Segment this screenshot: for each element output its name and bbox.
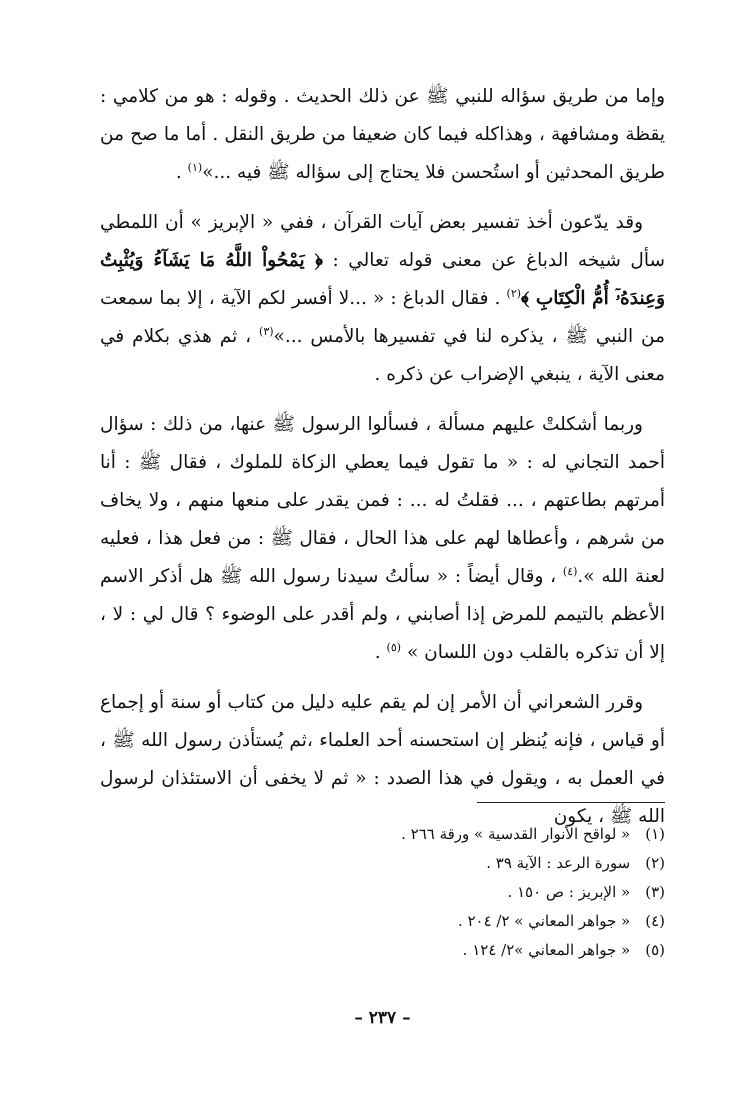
paragraph-1-text: وإما من طريق سؤاله للنبي ﷺ عن ذلك الحديث . وقوله : هو من كلامي : يقظة ومشافهة ، وهذاكله فيما كان ضعيفا من طريق النقل . أما ما صح من طريق المحدثين أو استُحسن فلا يحتاج إلى سؤاله ﷺ فيه ...» xyxy=(100,86,665,183)
document-page xyxy=(100,78,665,1057)
footnote-item xyxy=(100,878,665,907)
footnote-ref-2: (٢) xyxy=(506,286,522,300)
footnote-item xyxy=(100,907,665,936)
footnote-number: (٣) xyxy=(645,883,665,901)
footnote-item xyxy=(100,936,665,965)
footnote-text: سورة الرعد : الآية ٣٩ . xyxy=(486,854,631,872)
footnote-text: « لواقح الأنوار القدسية » ورقة ٢٦٦ . xyxy=(401,825,631,843)
page-number: – ٢٣٧ – xyxy=(354,1008,411,1028)
footnote-ref-4: (٤) xyxy=(562,564,578,578)
paragraph-3-tail: . xyxy=(374,642,387,663)
footnote-ref-1: (١) xyxy=(187,160,203,174)
paragraph-2-tail: ، ثم هذي بكلام في معنى الآية ، ينبغي الإضراب عن ذكره . xyxy=(100,326,665,385)
paragraph-4-text: وقرر الشعراني أن الأمر إن لم يقم عليه دليل من كتاب أو سنة أو إجماع أو قياس ، فإنه يُنظر إن استحسنه أحد العلماء ،ثم يُستأذن رسول الله ﷺ ، في العمل به ، ويقول في هذا الصدد : « ثم لا يخفى أن الاستئذان لرسول الله ﷺ ، يكون xyxy=(100,692,665,827)
footnote-number: (٤) xyxy=(645,912,665,930)
paragraph-1 xyxy=(100,78,665,192)
paragraph-2 xyxy=(100,204,665,394)
footnote-number: (٥) xyxy=(645,941,665,959)
paragraph-3 xyxy=(100,406,665,672)
footnotes-list xyxy=(100,820,665,965)
footnote-ref-5: (٥) xyxy=(386,640,402,654)
paragraph-3-text-1: وربما أشكلتْ عليهم مسألة ، فسألوا الرسول ﷺ عنها، من ذلك : سؤال أحمد التجاني له : « ما تقول فيما يعطي الزكاة للملوك ، فقال ﷺ : أنا أمرتهم بطاعتهم ، ... فقلتُ له ... : فمن يقدر على منعها منهم ، ولا يخاف من شرهم ، وأعطاها لهم على هذا الحال ، فقال ﷺ : من فعل هذا ، فعليه لعنة الله ». xyxy=(100,414,665,587)
paragraph-2-middle: . فقال الدباغ : « ...لا أفسر لكم الآية ، إلا بما سمعت من النبي ﷺ ، يذكره لنا في تفسيرها بالأمس ...» xyxy=(100,288,665,347)
paragraph-1-tail: . xyxy=(175,162,188,183)
footnote-ref-3: (٣) xyxy=(259,324,274,338)
footnote-number: (١) xyxy=(645,825,665,843)
paragraph-3-text-2: ، وقال أيضاً : « سألتُ سيدنا رسول الله ﷺ هل أذكر الاسم الأعظم بالتيمم للمرض إذا أصابني ، ولم أقدر على الوضوء ؟ قال لي : لا ، إلا أن تذكره بالقلب دون اللسان » xyxy=(100,566,665,663)
footnote-divider xyxy=(477,802,665,803)
paragraph-2-intro: وقد يدّعون أخذ تفسير بعض آيات القرآن ، ففي « الإبريز » أن اللمطي سأل شيخه الدباغ عن معنى قوله تعالي : xyxy=(100,212,665,271)
quran-verse: ﴿ يَمْحُواْ اللَّهُ مَا يَشَآءُ وَيُثْبِتُ وَعِندَهُۥٓ أُمُّ الْكِتَابِ ﴾ xyxy=(100,250,665,309)
footnote-text: « الإبريز : ص ١٥٠ . xyxy=(507,883,631,901)
footnote-text: « جواهر المعاني »٢/ ١٢٤ . xyxy=(462,941,631,959)
footnote-number: (٢) xyxy=(645,854,665,872)
footnote-item xyxy=(100,849,665,878)
main-text xyxy=(100,78,665,836)
paragraph-4 xyxy=(100,684,665,836)
footnote-text: « جواهر المعاني » ٢/ ٢٠٤ . xyxy=(457,912,631,930)
footnote-item xyxy=(100,820,665,849)
